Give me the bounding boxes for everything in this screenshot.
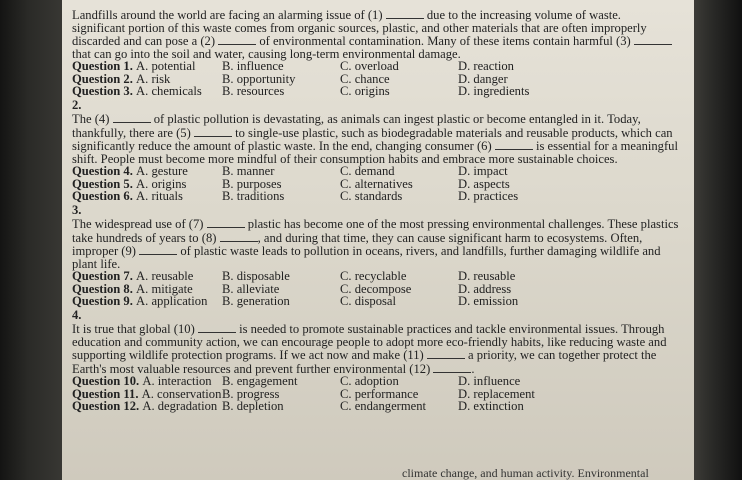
- passage-text: is essential for a meaningful: [535, 139, 678, 153]
- option-c: C. origins: [340, 84, 390, 98]
- option-a: A. conservation: [141, 386, 222, 401]
- option-b: B. purposes: [222, 176, 282, 191]
- blank-12: [433, 362, 471, 373]
- option-c: C. adoption: [340, 374, 399, 388]
- option-a: A. degradation: [142, 399, 218, 413]
- question-number: Question 8.: [72, 281, 133, 296]
- option-d: D. impact: [458, 164, 508, 178]
- option-d: D. aspects: [458, 176, 510, 191]
- option-a: A. mitigate: [136, 281, 193, 296]
- option-a: A. reusable: [136, 269, 194, 283]
- option-c: C. disposal: [340, 294, 396, 308]
- option-d: D. practices: [458, 189, 519, 203]
- passage-text: of plastic pollution is devastating, as animals can ingest plastic or become entangled in it. Today,: [153, 112, 641, 126]
- option-d: D. address: [458, 281, 512, 296]
- option-b: B. traditions: [222, 189, 285, 203]
- option-b: B. progress: [222, 386, 280, 401]
- question-row: [72, 400, 684, 413]
- option-d: D. ingredients: [458, 84, 530, 98]
- option-b: B. disposable: [222, 269, 290, 283]
- cutoff-text: climate change, and human activity. Environmental: [402, 466, 649, 480]
- passage-text: take hundreds of years to (8): [72, 230, 217, 245]
- passage-text: , and during that time, they can cause significant harm to ecosystems. Often,: [257, 230, 643, 245]
- option-b: B. generation: [222, 294, 290, 308]
- option-b: B. manner: [222, 164, 275, 178]
- question-number: Question 3.: [72, 84, 133, 98]
- option-d: D. extinction: [458, 399, 524, 413]
- passage-text: plastic has become one of the most pressing environmental challenges. These plastics: [247, 217, 679, 231]
- question-number: Question 4.: [72, 164, 133, 178]
- option-b: B. depletion: [222, 399, 284, 413]
- passage-text: It is true that global (10): [72, 322, 195, 336]
- question-label: [72, 85, 222, 98]
- option-a: A. origins: [136, 176, 187, 191]
- passage-text: supporting wildlife protection programs. If we act now and make (11): [72, 348, 424, 362]
- passage-text: Landfills around the world are facing an alarming issue of (1): [72, 8, 383, 22]
- passage-text: discarded and can pose a (2): [72, 34, 216, 48]
- blank-5: [194, 126, 232, 137]
- blank-9: [139, 244, 177, 255]
- option-a: A. application: [136, 294, 208, 308]
- passage-text: shift. People must become more mindful of their consumption habits and embrace more sustainable choices.: [72, 151, 618, 166]
- passage-text: is needed to promote sustainable practices and tackle environmental issues. Through: [239, 322, 665, 336]
- question-number: Question 5.: [72, 176, 133, 191]
- option-d: D. emission: [458, 294, 519, 308]
- passage-text: a priority, we can together protect the: [468, 348, 657, 362]
- question-number: Question 7.: [72, 269, 133, 283]
- option-b: B. influence: [222, 59, 284, 73]
- blank-4: [113, 112, 151, 123]
- passage-3: [72, 217, 684, 270]
- option-c: C. recyclable: [340, 269, 407, 283]
- question-number: Question 1.: [72, 59, 133, 73]
- passage-1: [72, 8, 684, 60]
- blank-1: [386, 8, 424, 19]
- option-c: C. performance: [340, 386, 419, 401]
- option-b: B. engagement: [222, 374, 298, 388]
- question-set-1: [72, 60, 684, 98]
- option-a: A. interaction: [142, 374, 212, 388]
- passage-2: [72, 112, 684, 165]
- option-c: C. endangerment: [340, 399, 427, 413]
- passage-text: improper (9): [72, 244, 136, 258]
- passage-text: to single-use plastic, such as biodegradable materials and reusable products, which can: [235, 125, 673, 140]
- question-label: [72, 295, 222, 308]
- question-row: [72, 295, 684, 308]
- blank-8: [220, 231, 258, 242]
- blank-2: [218, 34, 256, 45]
- question-set-3: [72, 270, 684, 308]
- worksheet-page: [62, 0, 694, 480]
- blank-7: [207, 217, 245, 228]
- question-label: [72, 400, 222, 413]
- option-b: B. opportunity: [222, 71, 296, 86]
- question-number: Question 2.: [72, 71, 133, 86]
- option-c: C. chance: [340, 71, 390, 86]
- option-c: C. decompose: [340, 281, 412, 296]
- section-number: 3.: [72, 202, 82, 217]
- option-d: D. influence: [458, 374, 521, 388]
- passage-text: .: [471, 361, 475, 376]
- section-number: 2.: [72, 97, 82, 112]
- question-label: [72, 190, 222, 203]
- passage-text: that can go into the soil and water, causing long-term environmental damage.: [72, 46, 461, 61]
- passage-text: thankfully, there are (5): [72, 125, 191, 140]
- passage-text: of environmental contamination. Many of these items contain harmful (3): [259, 34, 631, 48]
- blank-6: [495, 139, 533, 150]
- passage-4: [72, 322, 684, 375]
- question-number: Question 11.: [72, 386, 139, 401]
- passage-text: of plastic waste leads to pollution in oceans, rivers, and landfills, further damaging wildlife and: [180, 244, 661, 258]
- option-c: C. demand: [340, 164, 395, 178]
- blank-10: [198, 322, 236, 333]
- option-d: D. reusable: [458, 269, 516, 283]
- option-a: A. chemicals: [136, 84, 202, 98]
- option-a: A. gesture: [136, 164, 188, 178]
- passage-text: significantly reduce the amount of plastic waste. In the end, changing consumer (6): [72, 139, 492, 153]
- blank-11: [427, 348, 465, 359]
- passage-text: significant portion of this waste comes from organic sources, plastic, and other materials that are often improperly: [72, 20, 647, 35]
- option-a: A. rituals: [136, 189, 183, 203]
- passage-text: education and community action, we can encourage people to adopt more eco-friendly habits, like reducing waste and: [72, 334, 667, 349]
- question-number: Question 10.: [72, 374, 140, 388]
- question-number: Question 6.: [72, 189, 133, 203]
- passage-text: The widespread use of (7): [72, 217, 204, 231]
- blank-3: [634, 34, 672, 45]
- option-b: B. resources: [222, 84, 285, 98]
- question-row: [72, 190, 684, 203]
- question-row: [72, 85, 684, 98]
- option-a: A. risk: [136, 71, 171, 86]
- question-number: Question 9.: [72, 294, 133, 308]
- worksheet-text: [72, 8, 684, 413]
- passage-text: The (4): [72, 112, 110, 126]
- option-b: B. alleviate: [222, 281, 280, 296]
- background-left: [0, 0, 70, 480]
- option-d: D. reaction: [458, 59, 514, 73]
- option-a: A. potential: [136, 59, 196, 73]
- option-d: D. danger: [458, 71, 508, 86]
- option-c: C. standards: [340, 189, 403, 203]
- option-d: D. replacement: [458, 386, 535, 401]
- passage-text: due to the increasing volume of waste.: [426, 8, 621, 22]
- section-number: 4.: [72, 307, 82, 322]
- option-c: C. overload: [340, 59, 399, 73]
- option-c: C. alternatives: [340, 176, 413, 191]
- question-number: Question 12.: [72, 399, 140, 413]
- question-set-4: [72, 375, 684, 413]
- passage-text: plant life.: [72, 256, 121, 271]
- passage-text: Earth's most valuable resources and prevent further environmental (12): [72, 361, 431, 376]
- question-set-2: [72, 165, 684, 203]
